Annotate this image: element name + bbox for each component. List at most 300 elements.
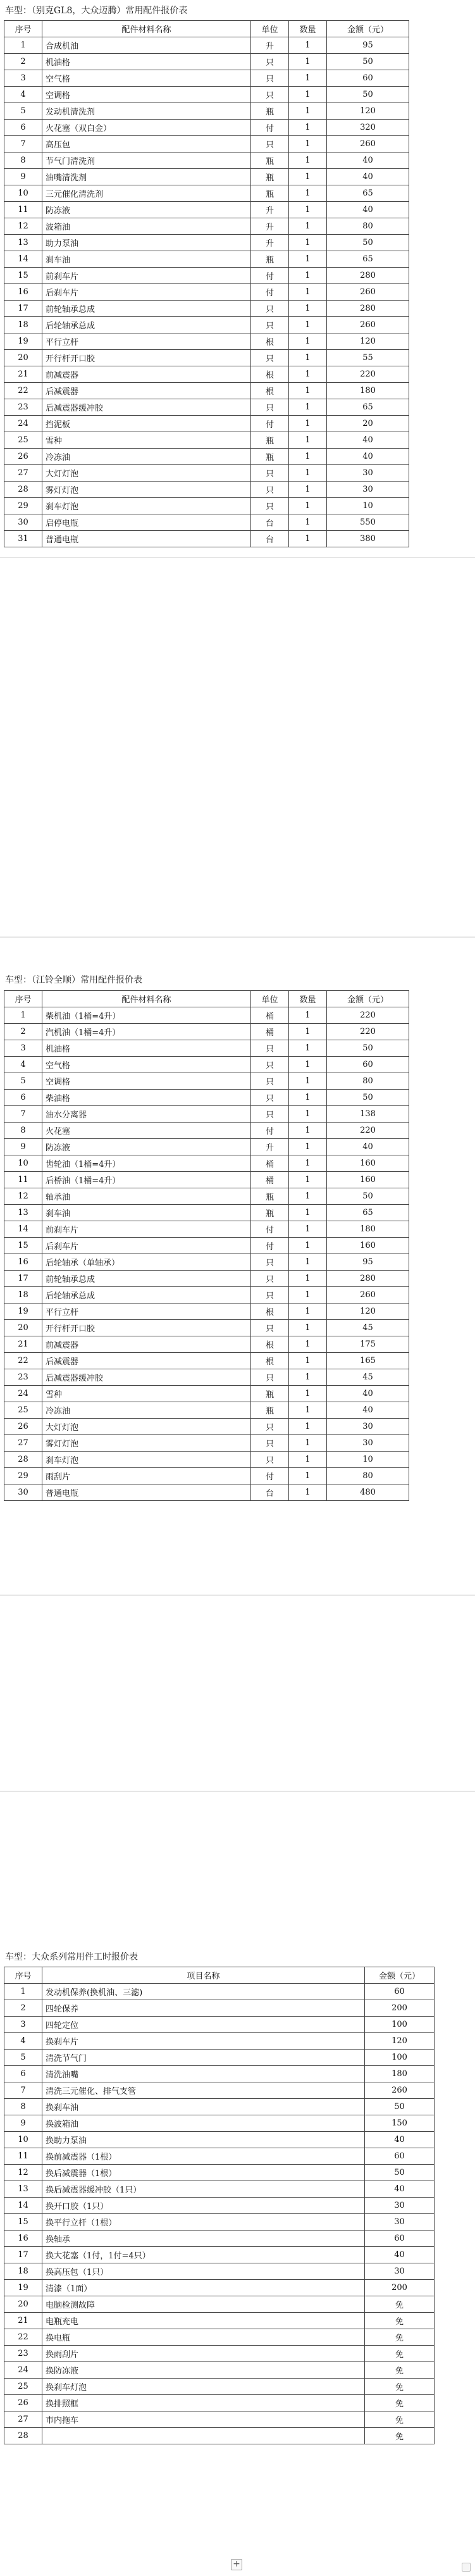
table-cell[interactable]: 29 [4, 1468, 42, 1484]
table-cell[interactable]: 1 [289, 1024, 327, 1040]
table-cell[interactable]: 11 [4, 202, 42, 218]
table-cell[interactable]: 1 [289, 514, 327, 531]
table-cell[interactable]: 台 [251, 531, 289, 547]
table-cell[interactable]: 31 [4, 531, 42, 547]
table-cell[interactable]: 9 [4, 169, 42, 185]
table-cell[interactable]: 只 [251, 54, 289, 70]
table-cell[interactable]: 付 [251, 1123, 289, 1139]
table-cell[interactable]: 1 [289, 1468, 327, 1484]
table-cell[interactable]: 合成机油 [42, 37, 251, 54]
table-cell[interactable]: 1 [289, 1073, 327, 1090]
table-cell[interactable]: 根 [251, 366, 289, 383]
table-cell[interactable]: 1 [289, 1336, 327, 1353]
table-cell[interactable]: 50 [327, 54, 409, 70]
table-cell[interactable]: 12 [4, 2165, 42, 2181]
table-cell[interactable]: 40 [365, 2181, 435, 2198]
table-cell[interactable]: 4 [4, 87, 42, 103]
table-cell[interactable]: 1 [289, 1205, 327, 1221]
table-cell[interactable]: 只 [251, 1106, 289, 1123]
table-cell[interactable]: 1 [4, 1007, 42, 1024]
table-cell[interactable]: 后轮轴承总成 [42, 1287, 251, 1304]
table-cell[interactable]: 只 [251, 1271, 289, 1287]
table-cell[interactable]: 14 [4, 251, 42, 268]
table-cell[interactable]: 换平行立杆（1根） [42, 2214, 365, 2231]
table-cell[interactable]: 只 [251, 1419, 289, 1435]
table-cell[interactable]: 只 [251, 399, 289, 416]
table-cell[interactable]: 刹车灯泡 [42, 498, 251, 514]
table-cell[interactable]: 40 [327, 1139, 409, 1155]
table-cell[interactable]: 后减震器缓冲胶 [42, 1369, 251, 1386]
table-cell[interactable]: 桶 [251, 1155, 289, 1172]
table-cell[interactable]: 只 [251, 1320, 289, 1336]
table-cell[interactable]: 1 [289, 1435, 327, 1452]
table-cell[interactable]: 升 [251, 235, 289, 251]
table-cell[interactable]: 台 [251, 514, 289, 531]
table-cell[interactable]: 28 [4, 2428, 42, 2444]
table-cell[interactable]: 雾灯灯泡 [42, 1435, 251, 1452]
table-cell[interactable]: 升 [251, 218, 289, 235]
table-cell[interactable]: 免 [365, 2313, 435, 2329]
table-cell[interactable]: 1 [289, 1238, 327, 1254]
table-cell[interactable]: 10 [4, 2132, 42, 2148]
table-cell[interactable]: 清洗三元催化、排气支管 [42, 2082, 365, 2099]
table-cell[interactable]: 16 [4, 2231, 42, 2247]
table-cell[interactable]: 50 [327, 87, 409, 103]
table-cell[interactable]: 1 [289, 1304, 327, 1320]
table-cell[interactable]: 瓶 [251, 1188, 289, 1205]
table-cell[interactable]: 1 [289, 1155, 327, 1172]
table-cell[interactable]: 9 [4, 2115, 42, 2132]
table-cell[interactable]: 220 [327, 366, 409, 383]
table-cell[interactable]: 1 [289, 1484, 327, 1501]
table-cell[interactable]: 1 [289, 268, 327, 284]
table-cell[interactable]: 后减震器 [42, 383, 251, 399]
table-cell[interactable]: 电瓶充电 [42, 2313, 365, 2329]
table-cell[interactable]: 1 [289, 1057, 327, 1073]
table-cell[interactable]: 13 [4, 235, 42, 251]
table-cell[interactable]: 前刹车片 [42, 1221, 251, 1238]
table-cell[interactable]: 火花塞（双白金） [42, 120, 251, 136]
table-cell[interactable]: 24 [4, 2362, 42, 2379]
table-cell[interactable]: 21 [4, 366, 42, 383]
table-cell[interactable]: 65 [327, 251, 409, 268]
table-cell[interactable]: 空调格 [42, 1073, 251, 1090]
table-cell[interactable]: 21 [4, 2313, 42, 2329]
table-cell[interactable]: 付 [251, 1238, 289, 1254]
table-cell[interactable]: 19 [4, 2280, 42, 2296]
table-cell[interactable]: 2 [4, 2000, 42, 2017]
table-cell[interactable]: 3 [4, 1040, 42, 1057]
table-cell[interactable]: 只 [251, 70, 289, 87]
table-cell[interactable]: 油嘴清洗剂 [42, 169, 251, 185]
table-cell[interactable]: 1 [289, 1090, 327, 1106]
table-cell[interactable]: 80 [327, 1468, 409, 1484]
table-cell[interactable]: 10 [4, 1155, 42, 1172]
table-cell[interactable]: 瓶 [251, 432, 289, 449]
table-cell[interactable]: 25 [4, 1402, 42, 1419]
table-cell[interactable]: 1 [289, 1402, 327, 1419]
table-cell[interactable]: 1 [289, 284, 327, 301]
table-cell[interactable]: 25 [4, 432, 42, 449]
table-cell[interactable]: 1 [289, 366, 327, 383]
table-cell[interactable]: 100 [365, 2050, 435, 2066]
table-cell[interactable]: 23 [4, 399, 42, 416]
table-cell[interactable]: 免 [365, 2395, 435, 2411]
table-cell[interactable]: 1 [289, 1452, 327, 1468]
table-cell[interactable]: 助力泵油 [42, 235, 251, 251]
table-cell[interactable]: 55 [327, 350, 409, 366]
table-cell[interactable]: 23 [4, 2346, 42, 2362]
table-cell[interactable]: 8 [4, 1123, 42, 1139]
table-cell[interactable]: 电脑检测故障 [42, 2296, 365, 2313]
table-cell[interactable]: 260 [327, 136, 409, 152]
table-cell[interactable]: 2 [4, 54, 42, 70]
table-cell[interactable]: 付 [251, 268, 289, 284]
scroll-handle-icon[interactable] [462, 2563, 471, 2572]
table-cell[interactable]: 四轮保养 [42, 2000, 365, 2017]
table-cell[interactable]: 付 [251, 284, 289, 301]
table-cell[interactable]: 前减震器 [42, 1336, 251, 1353]
table-cell[interactable]: 1 [289, 1320, 327, 1336]
table-cell[interactable]: 138 [327, 1106, 409, 1123]
table-cell[interactable]: 挡泥板 [42, 416, 251, 432]
table-cell[interactable]: 260 [327, 317, 409, 333]
table-cell[interactable]: 雾灯灯泡 [42, 482, 251, 498]
table-cell[interactable]: 28 [4, 482, 42, 498]
table-cell[interactable]: 15 [4, 1238, 42, 1254]
table-cell[interactable]: 200 [365, 2280, 435, 2296]
table-cell[interactable]: 1 [289, 1271, 327, 1287]
table-cell[interactable]: 7 [4, 2082, 42, 2099]
table-cell[interactable]: 桶 [251, 1172, 289, 1188]
table-cell[interactable]: 26 [4, 2395, 42, 2411]
table-cell[interactable]: 四轮定位 [42, 2017, 365, 2033]
table-cell[interactable]: 150 [365, 2115, 435, 2132]
table-cell[interactable]: 7 [4, 1106, 42, 1123]
table-cell[interactable]: 1 [289, 1369, 327, 1386]
table-cell[interactable]: 换刹车片 [42, 2033, 365, 2050]
table-cell[interactable]: 22 [4, 1353, 42, 1369]
table-cell[interactable]: 26 [4, 1419, 42, 1435]
table-cell[interactable]: 桶 [251, 1007, 289, 1024]
table-cell[interactable]: 1 [289, 383, 327, 399]
table-cell[interactable]: 只 [251, 1254, 289, 1271]
table-cell[interactable]: 前刹车片 [42, 268, 251, 284]
table-cell[interactable]: 后轮轴承（单轴承） [42, 1254, 251, 1271]
table-cell[interactable]: 4 [4, 2033, 42, 2050]
table-cell[interactable]: 30 [365, 2214, 435, 2231]
table-cell[interactable]: 节气门清洗剂 [42, 152, 251, 169]
table-cell[interactable]: 260 [365, 2082, 435, 2099]
table-cell[interactable]: 雨刮片 [42, 1468, 251, 1484]
table-cell[interactable]: 升 [251, 37, 289, 54]
table-cell[interactable]: 机油格 [42, 1040, 251, 1057]
table-cell[interactable]: 雪种 [42, 432, 251, 449]
table-cell[interactable]: 冷冻油 [42, 449, 251, 465]
table-cell[interactable]: 防冻液 [42, 1139, 251, 1155]
table-cell[interactable]: 20 [4, 2296, 42, 2313]
table-cell[interactable]: 550 [327, 514, 409, 531]
table-cell[interactable]: 免 [365, 2362, 435, 2379]
table-cell[interactable]: 19 [4, 1304, 42, 1320]
table-cell[interactable]: 160 [327, 1172, 409, 1188]
table-cell[interactable]: 10 [4, 185, 42, 202]
table-cell[interactable]: 11 [4, 2148, 42, 2165]
table-cell[interactable]: 80 [327, 218, 409, 235]
table-cell[interactable]: 120 [327, 103, 409, 120]
table-cell[interactable]: 120 [327, 1304, 409, 1320]
table-cell[interactable]: 1 [289, 1386, 327, 1402]
table-cell[interactable]: 17 [4, 1271, 42, 1287]
table-cell[interactable]: 刹车灯泡 [42, 1452, 251, 1468]
table-cell[interactable]: 升 [251, 202, 289, 218]
table-cell[interactable]: 30 [4, 514, 42, 531]
table-cell[interactable]: 瓶 [251, 185, 289, 202]
table-cell[interactable]: 只 [251, 482, 289, 498]
table-cell[interactable]: 只 [251, 317, 289, 333]
table-cell[interactable]: 免 [365, 2346, 435, 2362]
table-cell[interactable]: 60 [365, 2231, 435, 2247]
table-cell[interactable]: 25 [4, 2379, 42, 2395]
table-cell[interactable]: 1 [289, 1254, 327, 1271]
table-cell[interactable]: 40 [327, 1402, 409, 1419]
table-cell[interactable]: 瓶 [251, 1386, 289, 1402]
table-cell[interactable]: 只 [251, 1073, 289, 1090]
table-cell[interactable]: 220 [327, 1007, 409, 1024]
table-cell[interactable]: 19 [4, 333, 42, 350]
table-cell[interactable]: 16 [4, 1254, 42, 1271]
table-cell[interactable]: 21 [4, 1336, 42, 1353]
table-cell[interactable]: 18 [4, 2263, 42, 2280]
table-cell[interactable]: 29 [4, 498, 42, 514]
table-cell[interactable]: 4 [4, 1057, 42, 1073]
table-cell[interactable]: 16 [4, 284, 42, 301]
table-cell[interactable]: 18 [4, 317, 42, 333]
table-cell[interactable]: 120 [327, 333, 409, 350]
table-cell[interactable]: 前减震器 [42, 366, 251, 383]
table-cell[interactable]: 火花塞 [42, 1123, 251, 1139]
table-cell[interactable]: 后减震器缓冲胶 [42, 399, 251, 416]
table-cell[interactable]: 10 [327, 1452, 409, 1468]
table-cell[interactable]: 换波箱油 [42, 2115, 365, 2132]
table-cell[interactable]: 50 [327, 1188, 409, 1205]
table-cell[interactable]: 260 [327, 1287, 409, 1304]
table-cell[interactable]: 27 [4, 465, 42, 482]
table-cell[interactable]: 65 [327, 399, 409, 416]
table-cell[interactable]: 50 [327, 1040, 409, 1057]
table-cell[interactable]: 40 [327, 169, 409, 185]
table-cell[interactable]: 14 [4, 1221, 42, 1238]
table-cell[interactable]: 只 [251, 1090, 289, 1106]
table-cell[interactable]: 机油格 [42, 54, 251, 70]
table-cell[interactable]: 60 [327, 1057, 409, 1073]
table-cell[interactable]: 8 [4, 152, 42, 169]
table-cell[interactable]: 12 [4, 218, 42, 235]
table-cell[interactable]: 7 [4, 136, 42, 152]
table-cell[interactable]: 15 [4, 268, 42, 284]
table-cell[interactable]: 1 [289, 531, 327, 547]
table-cell[interactable]: 120 [365, 2033, 435, 2050]
table-cell[interactable]: 汽机油（1桶=4升） [42, 1024, 251, 1040]
table-cell[interactable]: 1 [289, 1172, 327, 1188]
table-cell[interactable]: 6 [4, 120, 42, 136]
table-cell[interactable]: 9 [4, 1139, 42, 1155]
table-cell[interactable]: 只 [251, 1435, 289, 1452]
table-cell[interactable]: 瓶 [251, 449, 289, 465]
table-cell[interactable]: 45 [327, 1320, 409, 1336]
table-cell[interactable]: 前轮轴承总成 [42, 301, 251, 317]
table-cell[interactable]: 17 [4, 301, 42, 317]
table-cell[interactable]: 柴机油（1桶=4升） [42, 1007, 251, 1024]
table-cell[interactable]: 1 [289, 120, 327, 136]
table-cell[interactable]: 14 [4, 2198, 42, 2214]
table-cell[interactable]: 5 [4, 103, 42, 120]
table-cell[interactable]: 200 [365, 2000, 435, 2017]
table-cell[interactable]: 刹车油 [42, 1205, 251, 1221]
table-cell[interactable]: 180 [327, 383, 409, 399]
table-cell[interactable]: 只 [251, 136, 289, 152]
table-cell[interactable]: 1 [289, 498, 327, 514]
table-cell[interactable]: 24 [4, 416, 42, 432]
table-cell[interactable]: 50 [327, 1090, 409, 1106]
table-cell[interactable]: 3 [4, 2017, 42, 2033]
table-cell[interactable]: 50 [365, 2099, 435, 2115]
table-cell[interactable]: 只 [251, 498, 289, 514]
table-cell[interactable]: 1 [289, 152, 327, 169]
table-cell[interactable]: 6 [4, 1090, 42, 1106]
table-cell[interactable]: 只 [251, 1369, 289, 1386]
table-cell[interactable]: 升 [251, 1139, 289, 1155]
table-cell[interactable]: 5 [4, 1073, 42, 1090]
table-cell[interactable]: 免 [365, 2329, 435, 2346]
table-cell[interactable]: 1 [289, 1123, 327, 1139]
table-cell[interactable]: 只 [251, 301, 289, 317]
table-cell[interactable]: 30 [327, 1435, 409, 1452]
table-cell[interactable]: 280 [327, 268, 409, 284]
table-cell[interactable]: 瓶 [251, 103, 289, 120]
table-cell[interactable]: 95 [327, 37, 409, 54]
table-cell[interactable]: 换排照框 [42, 2395, 365, 2411]
table-cell[interactable]: 清漆（1面） [42, 2280, 365, 2296]
table-cell[interactable]: 13 [4, 2181, 42, 2198]
table-cell[interactable]: 换雨刮片 [42, 2346, 365, 2362]
table-cell[interactable]: 付 [251, 1221, 289, 1238]
table-cell[interactable]: 1 [289, 218, 327, 235]
table-cell[interactable]: 40 [365, 2247, 435, 2263]
table-cell[interactable]: 换电瓶 [42, 2329, 365, 2346]
table-cell[interactable]: 瓶 [251, 1402, 289, 1419]
table-cell[interactable]: 后轮轴承总成 [42, 317, 251, 333]
table-cell[interactable]: 20 [4, 1320, 42, 1336]
table-cell[interactable]: 发动机清洗剂 [42, 103, 251, 120]
table-cell[interactable]: 普通电瓶 [42, 531, 251, 547]
table-cell[interactable]: 280 [327, 301, 409, 317]
table-cell[interactable]: 27 [4, 1435, 42, 1452]
table-cell[interactable]: 免 [365, 2411, 435, 2428]
table-cell[interactable]: 清洗油嘴 [42, 2066, 365, 2082]
table-cell[interactable]: 22 [4, 2329, 42, 2346]
table-cell[interactable]: 后桥油（1桶=4升） [42, 1172, 251, 1188]
add-sheet-icon[interactable]: + [231, 2559, 242, 2570]
table-cell[interactable]: 只 [251, 87, 289, 103]
table-cell[interactable]: 220 [327, 1123, 409, 1139]
table-cell[interactable]: 瓶 [251, 169, 289, 185]
table-cell[interactable]: 30 [327, 465, 409, 482]
table-cell[interactable]: 1 [289, 169, 327, 185]
table-cell[interactable] [42, 2428, 365, 2444]
table-cell[interactable]: 换前减震器（1根） [42, 2148, 365, 2165]
table-cell[interactable]: 160 [327, 1238, 409, 1254]
table-cell[interactable]: 20 [327, 416, 409, 432]
table-cell[interactable]: 13 [4, 1205, 42, 1221]
table-cell[interactable]: 1 [289, 54, 327, 70]
table-cell[interactable]: 1 [289, 1188, 327, 1205]
table-cell[interactable]: 30 [327, 482, 409, 498]
table-cell[interactable]: 24 [4, 1386, 42, 1402]
table-cell[interactable]: 平行立杆 [42, 333, 251, 350]
table-cell[interactable]: 清洗节气门 [42, 2050, 365, 2066]
table-cell[interactable]: 只 [251, 465, 289, 482]
table-cell[interactable]: 40 [327, 1386, 409, 1402]
table-cell[interactable]: 1 [4, 37, 42, 54]
table-cell[interactable]: 40 [327, 449, 409, 465]
table-cell[interactable]: 前轮轴承总成 [42, 1271, 251, 1287]
table-cell[interactable]: 15 [4, 2214, 42, 2231]
table-cell[interactable]: 只 [251, 1452, 289, 1468]
table-cell[interactable]: 免 [365, 2379, 435, 2395]
table-cell[interactable]: 30 [327, 1419, 409, 1435]
table-cell[interactable]: 换刹车灯泡 [42, 2379, 365, 2395]
table-cell[interactable]: 60 [365, 1984, 435, 2000]
table-cell[interactable]: 1 [289, 399, 327, 416]
table-cell[interactable]: 280 [327, 1271, 409, 1287]
table-cell[interactable]: 1 [289, 251, 327, 268]
table-cell[interactable]: 220 [327, 1024, 409, 1040]
table-cell[interactable]: 10 [327, 498, 409, 514]
table-cell[interactable]: 320 [327, 120, 409, 136]
table-cell[interactable]: 1 [289, 317, 327, 333]
table-cell[interactable]: 大灯灯泡 [42, 1419, 251, 1435]
table-cell[interactable]: 30 [4, 1484, 42, 1501]
table-cell[interactable]: 换防冻液 [42, 2362, 365, 2379]
table-cell[interactable]: 1 [289, 202, 327, 218]
table-cell[interactable]: 260 [327, 284, 409, 301]
table-cell[interactable]: 后刹车片 [42, 1238, 251, 1254]
table-cell[interactable]: 波箱油 [42, 218, 251, 235]
table-cell[interactable]: 28 [4, 1452, 42, 1468]
table-cell[interactable]: 50 [365, 2165, 435, 2181]
table-cell[interactable]: 165 [327, 1353, 409, 1369]
table-cell[interactable]: 1 [289, 1040, 327, 1057]
table-cell[interactable]: 1 [289, 301, 327, 317]
table-cell[interactable]: 50 [327, 235, 409, 251]
table-cell[interactable]: 换后减震器缓冲胶（1只） [42, 2181, 365, 2198]
table-cell[interactable]: 只 [251, 1057, 289, 1073]
table-cell[interactable]: 12 [4, 1188, 42, 1205]
table-cell[interactable]: 瓶 [251, 1205, 289, 1221]
table-cell[interactable]: 根 [251, 1353, 289, 1369]
table-cell[interactable]: 1 [289, 416, 327, 432]
table-cell[interactable]: 480 [327, 1484, 409, 1501]
table-cell[interactable]: 桶 [251, 1024, 289, 1040]
table-cell[interactable]: 1 [289, 1007, 327, 1024]
table-cell[interactable]: 80 [327, 1073, 409, 1090]
table-cell[interactable]: 1 [289, 1419, 327, 1435]
table-cell[interactable]: 刹车油 [42, 251, 251, 268]
table-cell[interactable]: 平行立杆 [42, 1304, 251, 1320]
table-cell[interactable]: 40 [327, 432, 409, 449]
table-cell[interactable]: 开行杆开口胶 [42, 350, 251, 366]
